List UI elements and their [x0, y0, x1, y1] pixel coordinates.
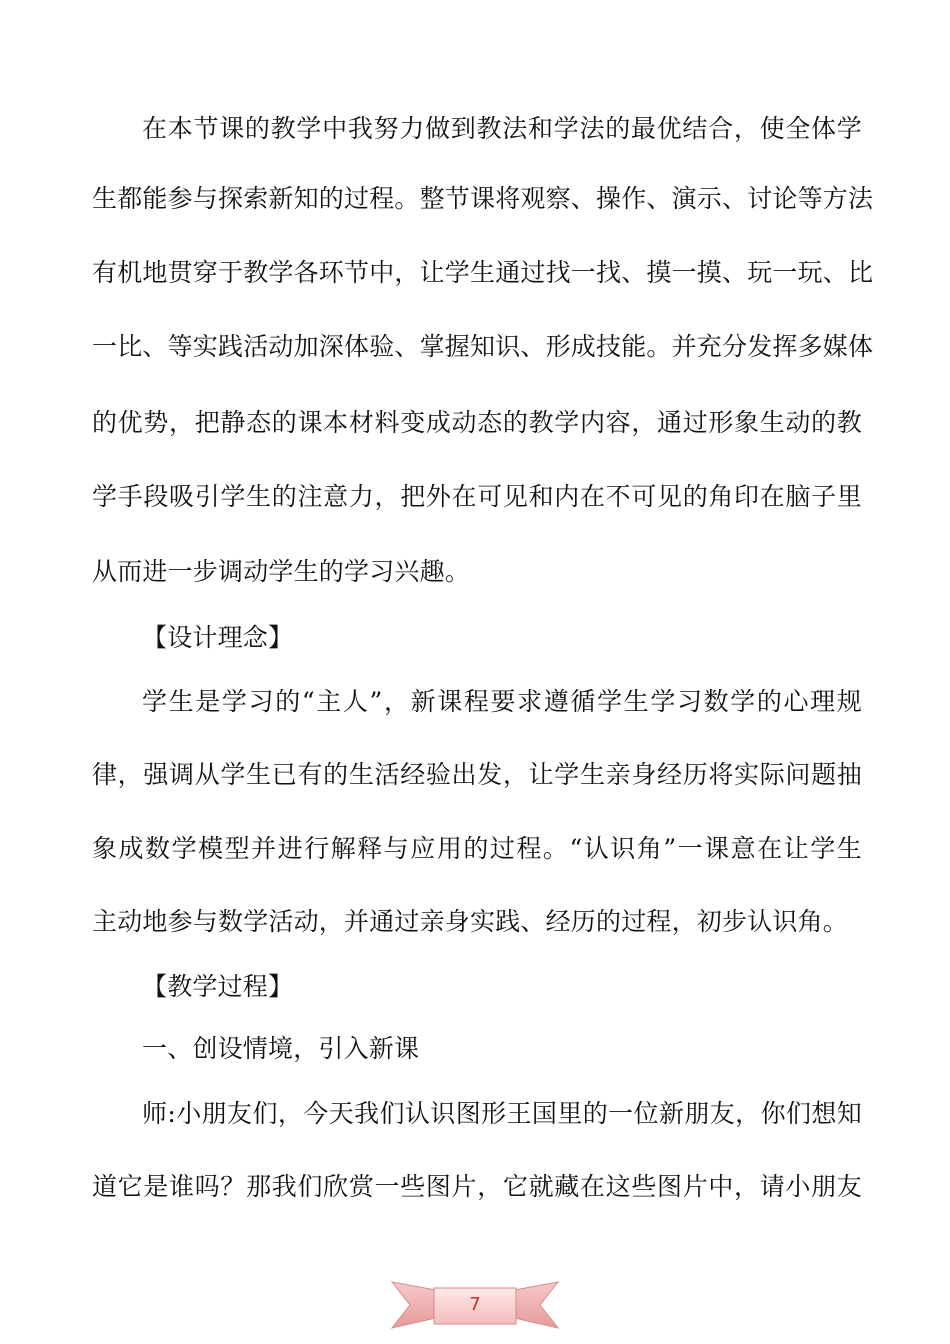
paragraph-line: 有机地贯穿于教学各环节中，让学生通过找一找、摸一摸、玩一玩、比 [92, 258, 874, 287]
page-number: 7 [469, 1294, 481, 1315]
page-number-ribbon [390, 1268, 560, 1336]
paragraph-line: 师:小朋友们，今天我们认识图形王国里的一位新朋友，你们想知 [142, 1099, 862, 1128]
subsection-heading: 一、创设情境，引入新课 [142, 1034, 420, 1063]
paragraph-line: 从而进一步调动学生的学习兴趣。 [92, 557, 471, 586]
section-heading: 【教学过程】 [142, 972, 294, 1001]
paragraph-line: 主动地参与数学活动，并通过亲身实践、经历的过程，初步认识角。 [92, 907, 849, 936]
paragraph-line: 在本节课的教学中我努力做到教法和学法的最优结合，使全体学 [142, 114, 862, 143]
paragraph-line: 的优势，把静态的课本材料变成动态的教学内容，通过形象生动的教 [92, 408, 862, 437]
paragraph-line: 象成数学模型并进行解释与应用的过程。“认识角”一课意在让学生 [92, 834, 862, 863]
paragraph-line: 律，强调从学生已有的生活经验出发，让学生亲身经历将实际问题抽 [92, 760, 862, 789]
section-heading: 【设计理念】 [142, 623, 294, 652]
paragraph-line: 一比、等实践活动加深体验、掌握知识、形成技能。并充分发挥多媒体 [92, 332, 874, 361]
paragraph-line: 学手段吸引学生的注意力，把外在可见和内在不可见的角印在脑子里 [92, 482, 862, 511]
paragraph-line: 学生是学习的“主人”，新课程要求遵循学生学习数学的心理规 [142, 687, 862, 716]
paragraph-line: 生都能参与探索新知的过程。整节课将观察、操作、演示、讨论等方法 [92, 184, 874, 213]
paragraph-line: 道它是谁吗？那我们欣赏一些图片，它就藏在这些图片中，请小朋友 [92, 1172, 862, 1201]
